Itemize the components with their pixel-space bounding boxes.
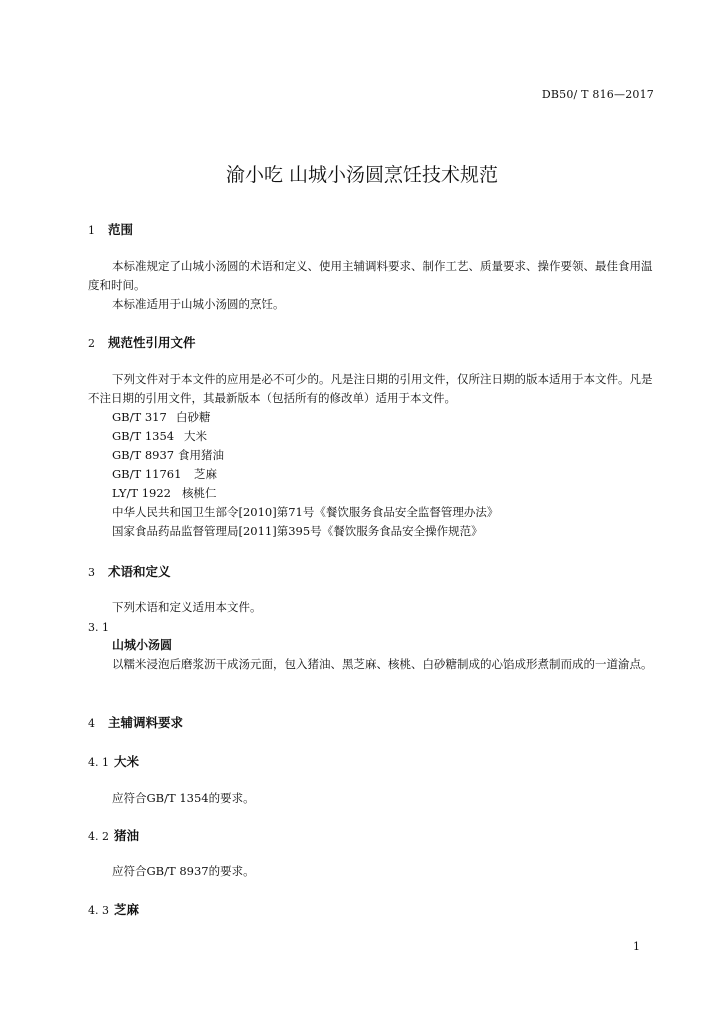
- section-number: 4: [88, 717, 95, 730]
- reference-code: GB/T 11761: [112, 467, 182, 481]
- reference-title: 大米: [184, 429, 207, 443]
- section-number: 2: [88, 337, 95, 350]
- section-4-heading: [88, 713, 183, 731]
- paragraph: 下列文件对于本文件的应用是必不可少的。凡是注日期的引用文件，仅所注日期的版本适用于本文件。凡是不注日期的引用文件，其最新版本（包括所有的修改单）适用于本文件。: [88, 372, 653, 405]
- paragraph: 应符合GB/T 8937的要求。: [112, 864, 255, 878]
- section-title: 术语和定义: [108, 564, 171, 579]
- reference-item: [112, 446, 224, 465]
- subsection-4-1-heading: [88, 752, 139, 770]
- paragraph: 本标准规定了山城小汤圆的术语和定义、使用主辅调料要求、制作工艺、质量要求、操作要领、最佳食用温度和时间。: [88, 259, 653, 292]
- term-definition: 以糯米浸泡后磨浆沥干成汤元面，包入猪油、黑芝麻、核桃、白砂糖制成的心馅成形煮制而成的一道渝点。: [112, 657, 653, 671]
- section-3-heading: [88, 562, 171, 580]
- reference-item: [112, 427, 207, 446]
- paragraph: 本标准适用于山城小汤圆的烹饪。: [112, 297, 285, 311]
- subsection-4-3-heading: [88, 900, 139, 918]
- section-title: 主辅调料要求: [108, 715, 184, 730]
- reference-item: [112, 465, 217, 484]
- reference-code: GB/T 317: [112, 410, 167, 424]
- document-number: DB50/ T 816—2017: [541, 88, 654, 101]
- reference-item: [112, 408, 211, 427]
- subsection-title: 猪油: [114, 828, 140, 843]
- section-title: 规范性引用文件: [108, 335, 196, 350]
- term-number: 3. 1: [88, 621, 109, 634]
- subsection-number: 4. 2: [88, 830, 109, 843]
- reference-title: 芝麻: [194, 467, 217, 481]
- section-title: 范围: [108, 222, 134, 237]
- reference-item: [112, 484, 217, 503]
- page-number: 1: [633, 940, 640, 953]
- paragraph: 下列术语和定义适用本文件。: [112, 600, 262, 614]
- reference-title: 白砂糖: [176, 410, 211, 424]
- section-number: 3: [88, 566, 95, 579]
- reference-code: LY/T 1922: [112, 486, 171, 500]
- reference-code: GB/T 8937: [112, 448, 175, 462]
- section-2-heading: [88, 333, 196, 351]
- reference-code: GB/T 1354: [112, 429, 175, 443]
- paragraph: 应符合GB/T 1354的要求。: [112, 791, 255, 805]
- subsection-number: 4. 1: [88, 756, 109, 769]
- reference-title: 核桃仁: [182, 486, 217, 500]
- subsection-title: 芝麻: [114, 902, 140, 917]
- reference-item: 国家食品药品监督管理局[2011]第395号《餐饮服务食品安全操作规范》: [112, 524, 483, 538]
- section-number: 1: [88, 224, 95, 237]
- subsection-4-2-heading: [88, 826, 139, 844]
- reference-item: 中华人民共和国卫生部令[2010]第71号《餐饮服务食品安全监督管理办法》: [112, 505, 499, 519]
- section-1-heading: [88, 220, 133, 238]
- reference-title: 食用猪油: [178, 448, 224, 462]
- term-name: 山城小汤圆: [112, 638, 173, 652]
- document-title: 渝小吃 山城小汤圆烹饪技术规范: [225, 164, 499, 186]
- subsection-title: 大米: [114, 754, 140, 769]
- subsection-number: 4. 3: [88, 904, 109, 917]
